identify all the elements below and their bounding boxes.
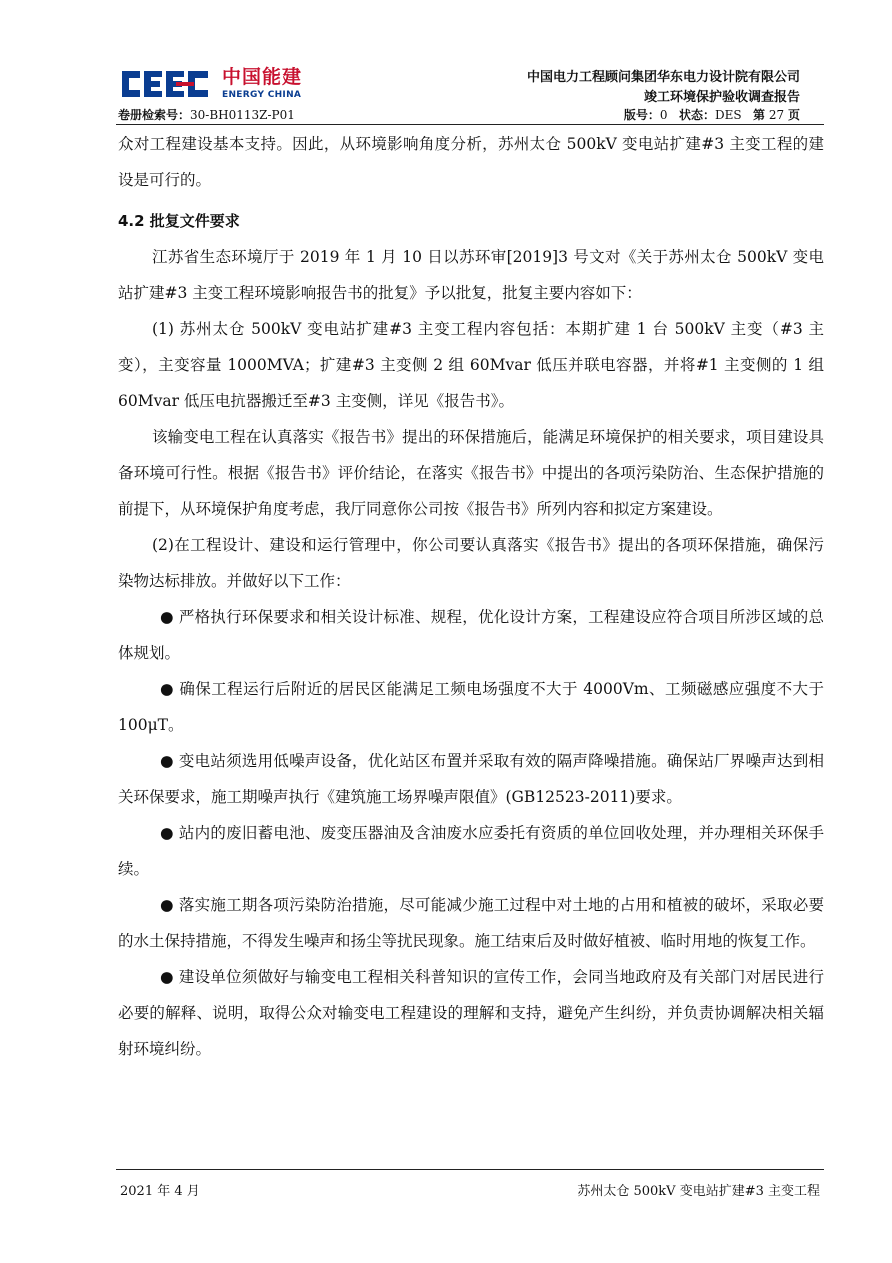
bullet-item: ● 站内的废旧蓄电池、废变压器油及含油废水应委托有资质的单位回收处理，并办理相关环保手续。 [118,824,824,878]
version-value: 0 [659,108,668,122]
paragraph-continued: 众对工程建设基本支持。因此，从环境影响角度分析，苏州太仓 500kV 变电站扩建#3 主变工程的建设是可行的。 [118,135,824,189]
bullet-item: ● 确保工程运行后附近的居民区能满足工频电场强度不大于 4000Vm、工频磁感应强度不大于 100μT。 [118,680,824,734]
status-value: DES [714,108,742,122]
header-report-title: 竣工环境保护验收调查报告 [643,90,800,105]
header-catalog [118,106,295,123]
header-company: 中国电力工程顾问集团华东电力设计院有限公司 [526,70,800,85]
bullet-item: ● 严格执行环保要求和相关设计标准、规程，优化设计方案，工程建设应符合项目所涉区域的总体规划。 [118,608,824,662]
paragraph-item-2: (2)在工程设计、建设和运行管理中，你公司要认真落实《报告书》提出的各项环保措施，确保污染物达标排放。并做好以下工作： [118,536,824,590]
bullet-item: ● 落实施工期各项污染防治措施，尽可能减少施工过程中对土地的占用和植被的破坏，采取必要的水土保持措施，不得发生噪声和扬尘等扰民现象。施工结束后及时做好植被、临时用地的恢复工作。 [118,896,824,950]
logo-cn-text: 中国能建 [222,66,303,88]
catalog-label: 卷册检索号： [118,108,191,122]
catalog-value: 30-BH0113Z-P01 [190,108,295,122]
version-label: 版号： [623,108,660,122]
header-divider [116,124,824,125]
energy-china-logo [118,66,302,102]
ceec-logo-icon [118,67,214,101]
footer-date: 2021 年 4 月 [120,1184,200,1199]
status-label: 状态： [678,108,715,122]
header-version-status-page [624,106,800,123]
page-prefix: 第 [753,108,766,122]
page-suffix: 页 [787,108,800,122]
footer-project: 苏州太仓 500kV 变电站扩建#3 主变工程 [577,1184,820,1199]
bullet-item: ● 建设单位须做好与输变电工程相关科普知识的宣传工作，会同当地政府及有关部门对居民进行必要的解释、说明，取得公众对输变电工程建设的理解和支持，避免产生纠纷，并负责协调解决相关辐射环境纠纷。 [118,968,824,1058]
section-heading: 4.2 批复文件要求 [118,212,240,230]
page-number: 27 [768,108,785,122]
bullet-item: ● 变电站须选用低噪声设备，优化站区布置并采取有效的隔声降噪措施。确保站厂界噪声达到相关环保要求，施工期噪声执行《建筑施工场界噪声限值》(GB12523-2011)要求。 [118,752,824,806]
paragraph-approval: 该输变电工程在认真落实《报告书》提出的环保措施后，能满足环境保护的相关要求，项目建设具备环境可行性。根据《报告书》评价结论，在落实《报告书》中提出的各项污染防治、生态保护措施的前提下，从环境保护角度考虑，我厅同意你公司按《报告书》所列内容和拟定方案建设。 [118,428,824,518]
logo-en-text: ENERGY CHINA [222,90,302,100]
paragraph-item-1: (1) 苏州太仓 500kV 变电站扩建#3 主变工程内容包括：本期扩建 1 台 500kV 主变（#3 主变），主变容量 1000MVA；扩建#3 主变侧 2 组 60Mvar 低压并联电容器，并将#1 主变侧的 1 组 60Mvar 低压电抗器搬迁至#3 主变侧，详见《报告书》。 [118,320,824,410]
paragraph-intro: 江苏省生态环境厅于 2019 年 1 月 10 日以苏环审[2019]3 号文对《关于苏州太仓 500kV 变电站扩建#3 主变工程环境影响报告书的批复》予以批复，批复主要内容如下： [118,248,824,302]
document-body [118,126,824,1067]
footer-divider [116,1169,824,1170]
